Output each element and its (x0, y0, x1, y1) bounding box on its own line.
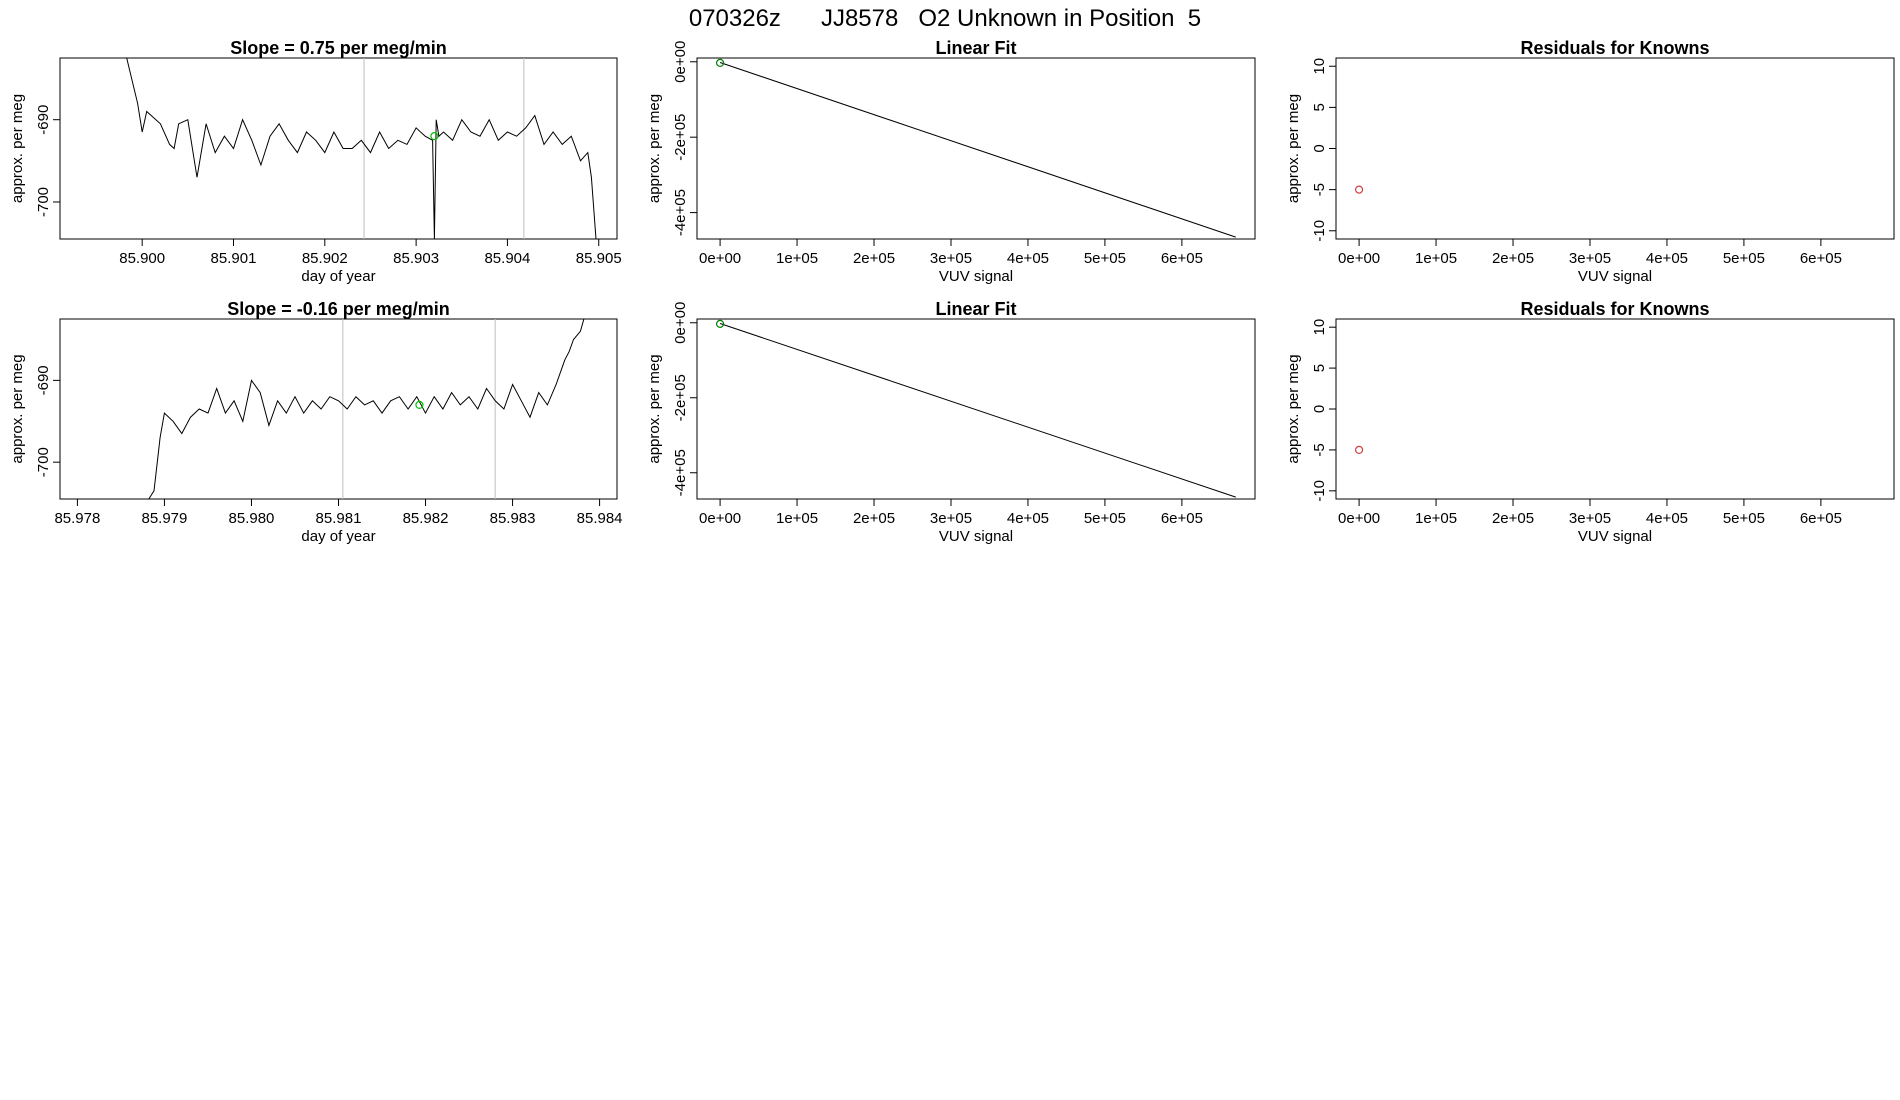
x-tick-label: 1e+05 (1414, 250, 1458, 267)
x-tick-label: 6e+05 (1160, 250, 1203, 267)
x-tick-label: 5e+05 (1722, 250, 1765, 267)
x-tick-label: 2e+05 (852, 510, 896, 527)
y-axis-label: approx. per meg (9, 93, 26, 204)
y-tick-label: 0 (1311, 144, 1328, 153)
main-title: 070326z JJ8578 O2 Unknown in Position 5 (688, 5, 1202, 32)
data-point (1356, 186, 1363, 193)
y-tick-label: -2e+05 (672, 113, 689, 161)
panel-5 (646, 299, 1255, 545)
x-tick-label: 0e+00 (1338, 510, 1381, 527)
plot-frame (60, 319, 617, 499)
x-tick-label: 6e+05 (1799, 250, 1842, 267)
x-tick-label: 85.978 (54, 510, 101, 527)
x-axis-label: VUV signal (1577, 268, 1653, 285)
y-tick-label: 5 (1311, 103, 1328, 112)
x-tick-label: 1e+05 (775, 250, 819, 267)
plot-frame (1336, 319, 1894, 499)
plot-frame (60, 58, 617, 239)
x-tick-label: 85.901 (210, 250, 257, 267)
x-tick-label: 85.979 (141, 510, 188, 527)
y-axis-label: approx. per meg (1285, 354, 1302, 464)
y-tick-label: -700 (35, 186, 52, 217)
x-tick-label: 5e+05 (1083, 510, 1126, 527)
x-tick-label: 85.905 (575, 250, 622, 267)
y-axis-label: approx. per meg (646, 354, 663, 464)
x-tick-label: 0e+00 (699, 250, 742, 267)
x-tick-label: 4e+05 (1006, 250, 1050, 267)
y-tick-label: 5 (1311, 363, 1328, 373)
y-tick-label: 0e+00 (672, 40, 689, 83)
x-tick-label: 3e+05 (929, 250, 973, 267)
y-tick-label: -4e+05 (672, 189, 689, 237)
plot-data (720, 324, 1236, 498)
x-tick-label: 0e+00 (699, 510, 742, 527)
data-point (1356, 446, 1363, 453)
panel-6 (1285, 299, 1894, 545)
plot-frame (697, 319, 1255, 499)
x-tick-label: 85.902 (301, 250, 348, 267)
data-point (431, 133, 438, 140)
x-tick-label: 85.983 (489, 510, 536, 527)
x-tick-label: 3e+05 (929, 510, 973, 527)
y-tick-label: -690 (35, 365, 52, 396)
plot-data (720, 63, 1236, 238)
panel-title: Linear Fit (935, 38, 1017, 58)
y-tick-label: -10 (1311, 219, 1328, 242)
y-tick-label: -4e+05 (672, 449, 689, 497)
panel-4 (9, 299, 623, 545)
x-tick-label: 85.904 (484, 250, 531, 267)
fit-line (720, 63, 1236, 238)
y-tick-label: 0e+00 (672, 301, 689, 344)
x-tick-label: 85.980 (228, 510, 275, 527)
y-axis-label: approx. per meg (646, 93, 663, 204)
y-tick-label: 10 (1311, 57, 1328, 75)
y-tick-label: -700 (35, 447, 52, 478)
panel-2 (646, 38, 1255, 285)
data-series-line (127, 58, 596, 239)
plot-data (149, 319, 584, 499)
x-tick-label: 2e+05 (852, 250, 896, 267)
y-axis-label: approx. per meg (1285, 93, 1302, 204)
plot-frame (1336, 58, 1894, 239)
panel-1 (9, 38, 622, 285)
x-tick-label: 1e+05 (775, 510, 819, 527)
x-tick-label: 0e+00 (1338, 250, 1381, 267)
x-tick-label: 85.984 (576, 510, 623, 527)
data-series-line (149, 319, 584, 499)
x-axis-label: VUV signal (938, 528, 1014, 545)
x-tick-label: 85.981 (315, 510, 362, 527)
panel-3 (1285, 38, 1894, 285)
x-tick-label: 2e+05 (1491, 250, 1535, 267)
y-tick-label: 10 (1311, 318, 1328, 336)
x-axis-label: day of year (301, 268, 376, 285)
y-axis-label: approx. per meg (9, 354, 26, 464)
x-axis-label: VUV signal (938, 268, 1014, 285)
fit-line (720, 324, 1236, 498)
panel-title: Residuals for Knowns (1520, 299, 1710, 319)
y-tick-label: -2e+05 (672, 374, 689, 422)
x-tick-label: 85.982 (402, 510, 449, 527)
panel-title: Slope = -0.16 per meg/min (227, 299, 450, 319)
x-tick-label: 6e+05 (1799, 510, 1842, 527)
x-tick-label: 5e+05 (1083, 250, 1126, 267)
plot-frame (697, 58, 1255, 239)
x-tick-label: 4e+05 (1645, 250, 1689, 267)
x-tick-label: 85.900 (119, 250, 166, 267)
y-tick-label: -10 (1311, 479, 1328, 502)
panel-title: Residuals for Knowns (1520, 38, 1710, 58)
plot-data (127, 58, 596, 239)
x-axis-label: VUV signal (1577, 528, 1653, 545)
x-tick-label: 3e+05 (1568, 510, 1612, 527)
y-tick-label: -690 (35, 104, 52, 135)
x-tick-label: 4e+05 (1006, 510, 1050, 527)
x-tick-label: 6e+05 (1160, 510, 1203, 527)
x-tick-label: 3e+05 (1568, 250, 1612, 267)
panel-title: Linear Fit (935, 299, 1017, 319)
x-tick-label: 5e+05 (1722, 510, 1765, 527)
panel-title: Slope = 0.75 per meg/min (230, 38, 447, 58)
x-tick-label: 2e+05 (1491, 510, 1535, 527)
x-tick-label: 4e+05 (1645, 510, 1689, 527)
x-tick-label: 85.903 (393, 250, 440, 267)
y-tick-label: -5 (1311, 443, 1328, 457)
x-tick-label: 1e+05 (1414, 510, 1458, 527)
y-tick-label: 0 (1311, 404, 1328, 414)
y-tick-label: -5 (1311, 182, 1328, 197)
x-axis-label: day of year (301, 528, 376, 545)
